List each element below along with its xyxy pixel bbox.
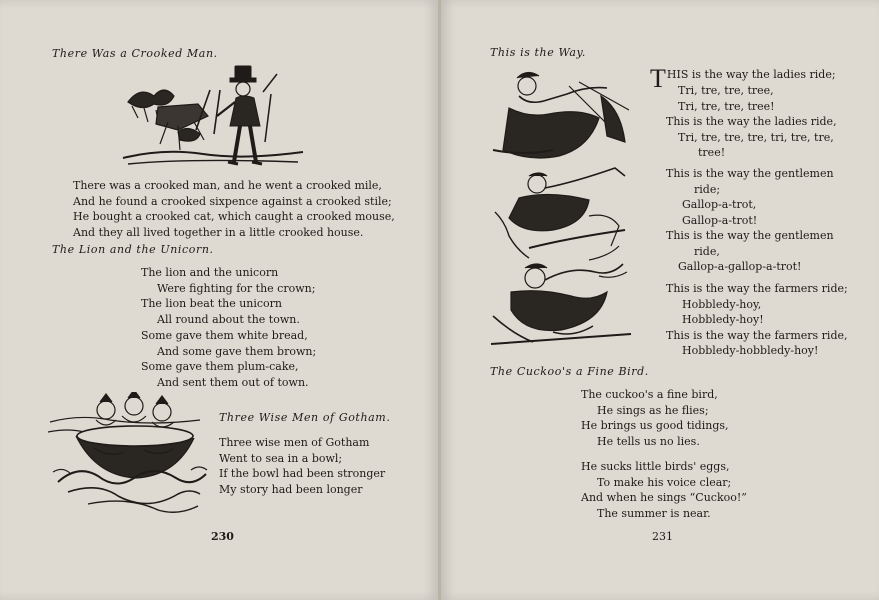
poem-line: He bought a crooked cat, which caught a crooked mouse, [73, 210, 395, 223]
poem-line: This is the way the ladies ride, [666, 115, 837, 128]
poem-line: Some gave them white bread, [141, 329, 308, 342]
poem-line: This is the way the gentlemen [666, 229, 834, 242]
farmers-stanza [666, 281, 848, 359]
wise-men-title: Three Wise Men of Gotham. [219, 411, 391, 424]
right-page [441, 0, 879, 600]
poem-line: The summer is near. [597, 506, 711, 520]
poem-line: The lion and the unicorn [141, 266, 279, 279]
poem-line: Three wise men of Gotham [219, 436, 370, 449]
poem-line: Tri, tre, tre, tree! [678, 99, 775, 113]
poem-line: Gallop-a-trot! [682, 213, 758, 227]
page-number-right: 231 [652, 530, 673, 543]
poem-line: He tells us no lies. [597, 434, 700, 448]
lion-unicorn-stanza-1 [141, 265, 315, 327]
poem-line: Gallop-a-trot, [682, 198, 757, 211]
cuckoo-stanza-1 [581, 387, 729, 449]
crooked-man-poem [73, 178, 395, 240]
lion-unicorn-title: The Lion and the Unicorn. [52, 243, 214, 256]
crooked-man-illustration [118, 62, 308, 172]
poem-line: This is the way the farmers ride; [666, 282, 848, 295]
wise-men-poem [219, 435, 385, 497]
poem-line: Were fighting for the crown; [157, 281, 316, 295]
poem-line: tree! [698, 146, 726, 159]
poem-line: Gallop-a-gallop-a-trot! [678, 260, 802, 273]
poem-line: Went to sea in a bowl; [219, 451, 343, 465]
poem-line: Tri, tre, tre, tree, [678, 84, 774, 97]
poem-line: ride, [694, 244, 720, 258]
poem-line: The cuckoo's a fine bird, [581, 388, 718, 401]
poem-line: And when he sings “Cuckoo!” [581, 491, 747, 504]
page-number-left: 230 [211, 530, 234, 543]
riders-illustration [489, 66, 637, 348]
drop-cap: T [650, 64, 666, 93]
poem-line: He sings as he flies; [597, 403, 709, 417]
poem-line: The lion beat the unicorn [141, 297, 283, 310]
crooked-man-title: There Was a Crooked Man. [52, 47, 218, 60]
poem-line: He brings us good tidings, [581, 419, 729, 432]
left-page [0, 0, 438, 600]
poem-line: ride; [694, 182, 721, 196]
poem-line: There was a crooked man, and he went a crooked mile, [73, 179, 382, 192]
poem-line: Some gave them plum-cake, [141, 360, 299, 373]
cuckoo-stanza-2 [581, 459, 747, 521]
poem-line: Hobbledy-hobbledy-hoy! [682, 344, 819, 357]
ladies-stanza [650, 64, 837, 161]
poem-line: Tri, tre, tre, tre, tri, tre, tre, [678, 130, 834, 144]
poem-line: To make his voice clear; [597, 475, 732, 489]
lion-unicorn-stanza-2 [141, 328, 316, 390]
poem-line: All round about the town. [157, 312, 300, 326]
first-line-text: HIS is the way the ladies ride; [666, 68, 836, 81]
poem-line: He sucks little birds' eggs, [581, 460, 730, 473]
poem-line: This is the way the farmers ride, [666, 328, 848, 342]
poem-line: Hobbledy-hoy, [682, 297, 762, 311]
poem-line: And they all lived together in a little crooked house. [73, 225, 364, 239]
poem-line: And some gave them brown; [157, 344, 317, 358]
cuckoo-title: The Cuckoo's a Fine Bird. [490, 365, 649, 378]
this-is-the-way-title: This is the Way. [490, 46, 587, 59]
poem-line: This is the way the gentlemen [666, 167, 834, 180]
gentlemen-stanza [666, 166, 834, 275]
poem-line: Hobbledy-hoy! [682, 313, 764, 326]
poem-line: If the bowl had been stronger [219, 467, 386, 480]
wise-men-illustration [48, 392, 213, 517]
poem-line: And he found a crooked sixpence against a crooked stile; [73, 194, 392, 208]
poem-line: My story had been longer [219, 482, 363, 496]
poem-line: And sent them out of town. [157, 375, 309, 389]
